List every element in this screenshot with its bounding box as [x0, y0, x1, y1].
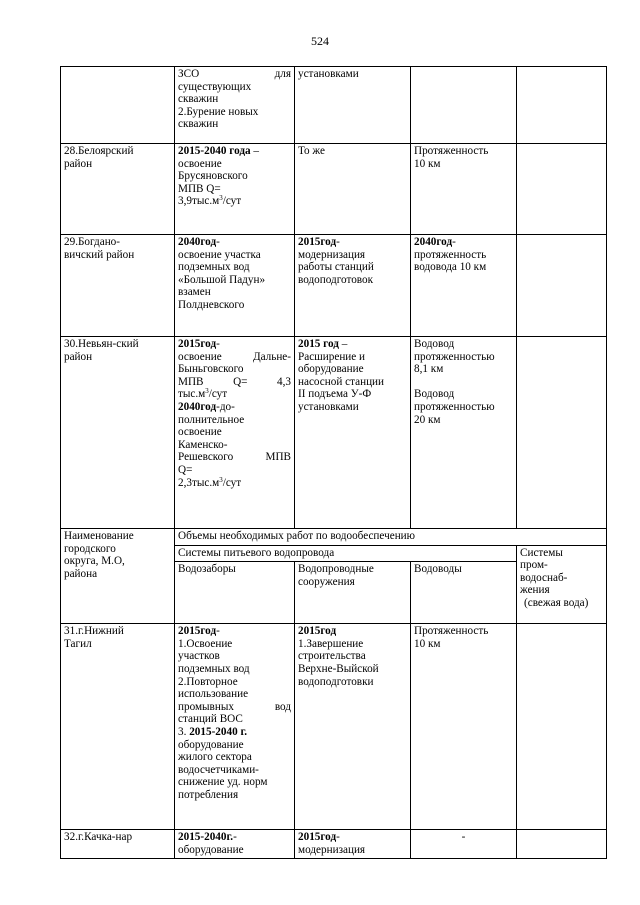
structures-cell — [295, 337, 411, 529]
cell-line: $3,9тыс.м^3$/сут — [178, 194, 242, 208]
industrial-cell — [517, 337, 607, 529]
cell-line: Водовод — [414, 388, 455, 401]
structures-cell — [295, 624, 411, 830]
cell-line: района — [64, 567, 98, 580]
cell-line: МПВ Q= — [178, 182, 221, 195]
cell-line: 2015год- — [178, 625, 220, 638]
water-supply-table — [60, 66, 607, 859]
cell-line: 2040год- — [414, 236, 456, 248]
page-number: 524 — [311, 34, 329, 48]
cell-line: - — [461, 831, 466, 844]
cell-line: освоение участка — [178, 248, 261, 261]
cell-line: МПВ Q= 4,3 — [178, 375, 291, 388]
table-cell — [61, 67, 175, 144]
cell-line: скважин — [178, 118, 219, 131]
cell-line: подземных вод — [178, 261, 250, 274]
header-pipelines-cell: Водоводы — [411, 562, 517, 624]
cell-line: жения — [520, 584, 550, 597]
cell-line: установками — [298, 400, 359, 413]
cell-line: взамен — [178, 286, 211, 299]
cell-line: 10 км — [414, 157, 441, 170]
structures-cell — [295, 235, 411, 337]
cell-line: $2,3тыс.м^3$/сут — [178, 475, 242, 489]
cell-line: промывных вод — [178, 700, 291, 713]
header-volumes-cell: Объемы необходимых работ по водообеспечению — [175, 529, 607, 546]
cell-line: протяженностью — [414, 400, 495, 413]
cell-line: Водопроводные — [298, 563, 374, 576]
industrial-cell — [517, 235, 607, 337]
cell-line: модернизация — [298, 843, 366, 856]
cell-line: район — [64, 157, 93, 170]
cell-line: освоение — [178, 157, 222, 170]
district-name-cell — [61, 235, 175, 337]
cell-line: 29.Богдано- — [64, 236, 120, 248]
cell-line: 2040год-до- — [178, 400, 235, 413]
cell-line: 2015год- — [298, 236, 340, 248]
structures-cell — [295, 830, 411, 859]
intakes-cell — [175, 337, 295, 529]
district-name-cell — [61, 144, 175, 235]
cell-line: (свежая вода) — [524, 596, 589, 609]
cell-line: водовода 10 км — [414, 261, 487, 274]
cell-line: Протяженность — [414, 625, 489, 638]
cell-line: «Большой Падун» — [178, 273, 266, 286]
cell-line: оборудование — [178, 738, 244, 751]
header-district-cell — [61, 529, 175, 624]
cell-line: 2.Бурение новых — [178, 105, 259, 118]
cell-line: 10 км — [414, 637, 441, 650]
cell-line: Системы — [520, 546, 563, 559]
cell-line: протяженность — [414, 248, 487, 261]
cell-line: 1.Освоение — [178, 637, 233, 650]
district-name-cell — [61, 337, 175, 529]
structures-cell — [295, 144, 411, 235]
cell-line: 3. 2015-2040 г. — [178, 725, 248, 738]
intakes-cell — [175, 235, 295, 337]
cell-line: пром- — [520, 559, 548, 572]
cell-line: 2015год- — [298, 831, 340, 844]
cell-line: II подъема У-Ф — [298, 388, 372, 401]
table-cell — [175, 67, 295, 144]
cell-line: ЗСО для — [178, 68, 291, 80]
cell-line: строительства — [298, 650, 366, 663]
cell-line: полнительное — [178, 413, 245, 426]
pipelines-cell — [411, 337, 517, 529]
cell-line: участков — [178, 650, 220, 663]
cell-line: 2015-2040г.- — [178, 831, 237, 844]
header-industrial-cell — [517, 545, 607, 624]
cell-line: протяженностью — [414, 350, 495, 363]
table-row — [61, 337, 607, 529]
cell-line: Быньговского — [178, 363, 244, 376]
cell-line: оборудование — [178, 843, 244, 856]
cell-line: 2.Повторное — [178, 675, 238, 688]
cell-line: жилого сектора — [178, 751, 252, 764]
cell-line: 31.г.Нижний — [64, 625, 124, 638]
cell-line: 30.Невьян-ский — [64, 338, 139, 350]
cell-line: освоение — [178, 426, 222, 439]
cell-line: Водовод — [414, 338, 455, 350]
header-structures-cell — [295, 562, 411, 624]
table-row — [61, 624, 607, 830]
cell-line: район — [64, 350, 93, 363]
cell-line: 8,1 км — [414, 363, 444, 376]
industrial-cell — [517, 624, 607, 830]
industrial-cell — [517, 144, 607, 235]
cell-line: установками — [298, 68, 359, 80]
cell-line: водосчетчиками- — [178, 763, 259, 776]
cell-line: сооружения — [298, 575, 355, 588]
pipelines-cell — [411, 235, 517, 337]
intakes-cell — [175, 624, 295, 830]
cell-line: скважин — [178, 93, 219, 106]
cell-line: Тагил — [64, 637, 92, 650]
cell-line: Решевского МПВ — [178, 451, 291, 464]
table-row — [61, 235, 607, 337]
cell-line: работы станций — [298, 261, 374, 274]
cell-line: городского — [64, 542, 116, 555]
table-cell — [295, 67, 411, 144]
table-cell — [411, 67, 517, 144]
cell-line: оборудование — [298, 363, 364, 376]
industrial-cell — [517, 830, 607, 859]
cell-line: 2015год — [298, 625, 337, 638]
cell-line: То же — [298, 145, 325, 157]
table-row — [61, 830, 607, 859]
intakes-cell — [175, 144, 295, 235]
cell-line: снижение уд. норм — [178, 776, 268, 789]
pipelines-cell — [411, 830, 517, 859]
cell-line: водоснаб- — [520, 571, 568, 584]
cell-line: 28.Белоярский — [64, 145, 134, 157]
cell-line: водоподготовок — [298, 273, 374, 286]
cell-line: 2015год- — [178, 338, 220, 350]
cell-line: Q= — [178, 463, 193, 476]
table-header-row — [61, 529, 607, 546]
cell-line: водоподготовки — [298, 675, 374, 688]
district-name-cell — [61, 624, 175, 830]
table-row — [61, 144, 607, 235]
cell-line: округа, М.О, — [64, 555, 125, 568]
cell-line: потребления — [178, 788, 239, 801]
cell-line: модернизация — [298, 248, 366, 261]
intakes-cell — [175, 830, 295, 859]
cell-line: $тыс.м^3$/сут — [178, 387, 228, 401]
cell-line: 20 км — [414, 413, 441, 426]
cell-line: Брусяновского — [178, 170, 248, 183]
cell-line: вичский район — [64, 248, 135, 261]
cell-line: Каменско- — [178, 438, 228, 451]
cell-line: станций ВОС — [178, 713, 243, 726]
cell-line: 2015 год – — [298, 338, 348, 350]
cell-line: Верхне-Выйской — [298, 662, 379, 675]
cell-line: освоение Дальне- — [178, 350, 291, 363]
cell-line: 1.Завершение — [298, 637, 364, 650]
cell-line: подземных вод — [178, 662, 250, 675]
table-cell — [517, 67, 607, 144]
pipelines-cell — [411, 624, 517, 830]
cell-line: насосной станции — [298, 375, 385, 388]
cell-line: Расширение и — [298, 350, 366, 363]
cell-line: Наименование — [64, 530, 134, 542]
cell-line: 2040год- — [178, 236, 220, 248]
cell-line: 32.г.Качка-нар — [64, 831, 133, 844]
pipelines-cell — [411, 144, 517, 235]
cell-line: Полдневского — [178, 298, 245, 311]
cell-line: существующих — [178, 80, 252, 93]
header-intakes-cell: Водозаборы — [175, 562, 295, 624]
cell-line: 2015-2040 года – — [178, 145, 259, 157]
table-row — [61, 67, 607, 144]
cell-line: Протяженность — [414, 145, 489, 157]
cell-line: использование — [178, 688, 249, 701]
district-name-cell — [61, 830, 175, 859]
header-drinking-systems-cell: Системы питьевого водопровода — [175, 545, 517, 562]
cell-line — [414, 376, 513, 389]
